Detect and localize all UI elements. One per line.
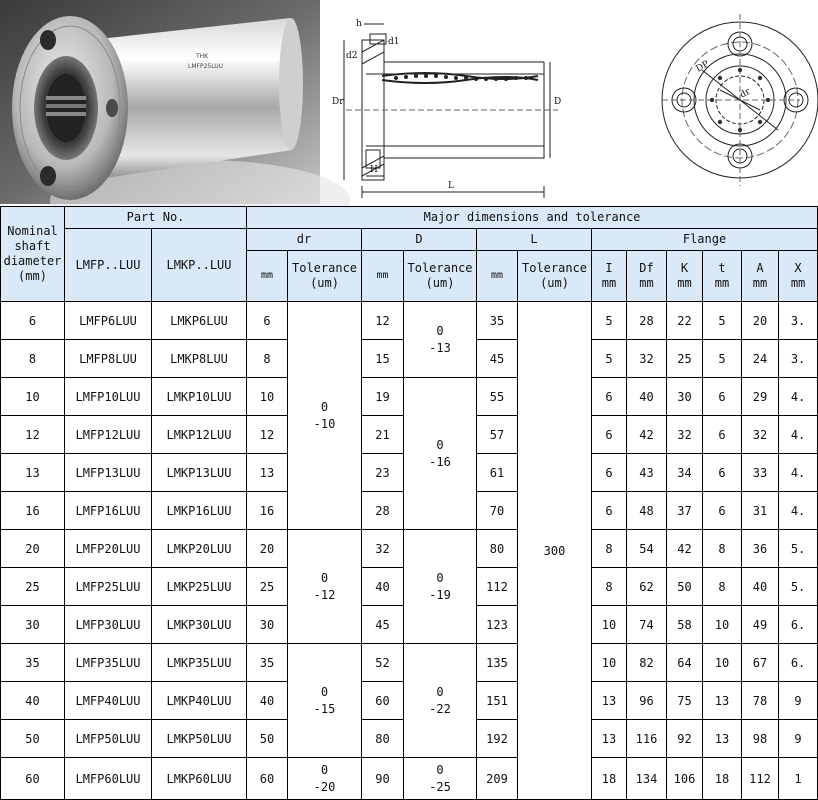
table-row bbox=[1, 758, 818, 800]
header-L-tolerance: Tolerance (um) bbox=[518, 251, 592, 302]
cell-Df: 42 bbox=[627, 416, 667, 454]
cell-I: 13 bbox=[592, 720, 627, 758]
header-t-unit: mm bbox=[714, 276, 730, 290]
header-I-unit: mm bbox=[601, 276, 617, 290]
header-dr-mm: mm bbox=[247, 251, 288, 302]
header-X-label: X bbox=[794, 261, 802, 275]
cell-dr: 6 bbox=[247, 302, 288, 340]
cell-lmfp: LMFP30LUU bbox=[65, 606, 152, 644]
bearing-photo bbox=[0, 0, 320, 204]
label-d2: d2 bbox=[346, 51, 358, 61]
cell-Df: 74 bbox=[627, 606, 667, 644]
cell-nominal: 30 bbox=[1, 606, 65, 644]
cell-lmfp: LMFP13LUU bbox=[65, 454, 152, 492]
cell-dr: 16 bbox=[247, 492, 288, 530]
cell-nominal: 35 bbox=[1, 644, 65, 682]
cell-t: 6 bbox=[703, 454, 742, 492]
header-Df-label: Df bbox=[639, 261, 654, 275]
cell-K: 106 bbox=[667, 758, 703, 800]
cell-X: 5. bbox=[779, 530, 818, 568]
label-H: H bbox=[370, 165, 378, 175]
header-flange-A bbox=[742, 251, 779, 302]
cell-I: 10 bbox=[592, 644, 627, 682]
dimension-table bbox=[0, 206, 818, 800]
header-part-no: Part No. bbox=[65, 207, 247, 229]
cell-L-tolerance: 300 bbox=[518, 302, 592, 800]
cell-lmkp: LMKP20LUU bbox=[152, 530, 247, 568]
cell-L: 135 bbox=[477, 644, 518, 682]
tol-top: 0 bbox=[436, 324, 444, 339]
cell-K: 34 bbox=[667, 454, 703, 492]
cell-I: 6 bbox=[592, 378, 627, 416]
cell-lmkp: LMKP10LUU bbox=[152, 378, 247, 416]
cell-A: 36 bbox=[742, 530, 779, 568]
cell-X: 9 bbox=[779, 682, 818, 720]
cell-D: 32 bbox=[362, 530, 404, 568]
cell-Df: 48 bbox=[627, 492, 667, 530]
cell-I: 6 bbox=[592, 454, 627, 492]
cell-lmkp: LMKP60LUU bbox=[152, 758, 247, 800]
cell-lmkp: LMKP40LUU bbox=[152, 682, 247, 720]
tol-bottom: -12 bbox=[313, 587, 336, 602]
cell-dr: 60 bbox=[247, 758, 288, 800]
figure-band bbox=[0, 0, 800, 206]
cell-lmfp: LMFP12LUU bbox=[65, 416, 152, 454]
cell-L: 55 bbox=[477, 378, 518, 416]
header-I-label: I bbox=[605, 261, 613, 275]
cell-t: 10 bbox=[703, 606, 742, 644]
cell-lmfp: LMFP40LUU bbox=[65, 682, 152, 720]
cell-D: 19 bbox=[362, 378, 404, 416]
cell-D: 12 bbox=[362, 302, 404, 340]
header-Df-unit: mm bbox=[639, 276, 654, 290]
cell-A: 98 bbox=[742, 720, 779, 758]
cell-Df: 116 bbox=[627, 720, 667, 758]
cell-D: 60 bbox=[362, 682, 404, 720]
cell-I: 6 bbox=[592, 492, 627, 530]
cell-K: 75 bbox=[667, 682, 703, 720]
tol-top: 0 bbox=[436, 571, 444, 586]
cell-I: 10 bbox=[592, 606, 627, 644]
label-dr-left: Dr bbox=[332, 97, 344, 107]
cell-t: 6 bbox=[703, 416, 742, 454]
header-D-mm: mm bbox=[362, 251, 404, 302]
tol-bottom: -22 bbox=[429, 701, 451, 716]
cell-A: 67 bbox=[742, 644, 779, 682]
cell-nominal: 6 bbox=[1, 302, 65, 340]
cell-D: 40 bbox=[362, 568, 404, 606]
cell-I: 8 bbox=[592, 568, 627, 606]
cell-L: 57 bbox=[477, 416, 518, 454]
cell-lmkp: LMKP6LUU bbox=[152, 302, 247, 340]
cell-K: 92 bbox=[667, 720, 703, 758]
cell-A: 112 bbox=[742, 758, 779, 800]
cell-A: 78 bbox=[742, 682, 779, 720]
label-d1: d1 bbox=[388, 37, 400, 47]
cell-lmkp: LMKP50LUU bbox=[152, 720, 247, 758]
cell-t: 5 bbox=[703, 340, 742, 378]
cell-A: 49 bbox=[742, 606, 779, 644]
table-row bbox=[1, 530, 818, 568]
cell-K: 58 bbox=[667, 606, 703, 644]
cell-L: 209 bbox=[477, 758, 518, 800]
cell-D: 28 bbox=[362, 492, 404, 530]
cell-dr: 25 bbox=[247, 568, 288, 606]
cell-D: 90 bbox=[362, 758, 404, 800]
cell-dr: 8 bbox=[247, 340, 288, 378]
cell-D: 80 bbox=[362, 720, 404, 758]
cell-X: 3. bbox=[779, 302, 818, 340]
cell-lmkp: LMKP35LUU bbox=[152, 644, 247, 682]
header-K-label: K bbox=[680, 261, 689, 275]
cell-t: 18 bbox=[703, 758, 742, 800]
cell-X: 9 bbox=[779, 720, 818, 758]
cell-lmfp: LMFP35LUU bbox=[65, 644, 152, 682]
header-lmkp: LMKP..LUU bbox=[152, 229, 247, 302]
cell-K: 37 bbox=[667, 492, 703, 530]
cell-dr: 10 bbox=[247, 378, 288, 416]
cell-nominal: 40 bbox=[1, 682, 65, 720]
tol-top: 0 bbox=[320, 763, 329, 778]
cell-L: 80 bbox=[477, 530, 518, 568]
header-A-label: A bbox=[756, 261, 764, 275]
header-flange-K bbox=[667, 251, 703, 302]
tol-bottom: -19 bbox=[429, 587, 451, 602]
tol-top: 0 bbox=[320, 400, 329, 415]
cell-lmkp: LMKP30LUU bbox=[152, 606, 247, 644]
cell-dr: 20 bbox=[247, 530, 288, 568]
cross-section-drawing bbox=[326, 0, 576, 200]
cell-K: 42 bbox=[667, 530, 703, 568]
cell-Df: 28 bbox=[627, 302, 667, 340]
header-D: D bbox=[362, 229, 477, 251]
cell-nominal: 13 bbox=[1, 454, 65, 492]
cell-X: 4. bbox=[779, 378, 818, 416]
cell-I: 5 bbox=[592, 302, 627, 340]
cell-D-tolerance bbox=[404, 302, 477, 378]
header-L: L bbox=[477, 229, 592, 251]
table-row bbox=[1, 302, 818, 340]
cell-nominal: 12 bbox=[1, 416, 65, 454]
cell-dr: 13 bbox=[247, 454, 288, 492]
cell-A: 31 bbox=[742, 492, 779, 530]
cell-K: 50 bbox=[667, 568, 703, 606]
cell-L: 151 bbox=[477, 682, 518, 720]
tol-bottom: -10 bbox=[313, 416, 336, 431]
label-D-right: D bbox=[554, 97, 562, 107]
tol-top: 0 bbox=[436, 763, 444, 778]
cell-dr: 50 bbox=[247, 720, 288, 758]
cell-t: 10 bbox=[703, 644, 742, 682]
cell-D-tolerance bbox=[404, 644, 477, 758]
cell-X: 4. bbox=[779, 492, 818, 530]
cell-X: 6. bbox=[779, 606, 818, 644]
cell-nominal: 60 bbox=[1, 758, 65, 800]
header-major-dimensions: Major dimensions and tolerance bbox=[247, 207, 818, 229]
tol-bottom: -16 bbox=[429, 454, 451, 469]
header-dr-tolerance: Tolerance (um) bbox=[288, 251, 362, 302]
cell-lmkp: LMKP13LUU bbox=[152, 454, 247, 492]
cell-D-tolerance bbox=[404, 530, 477, 644]
cell-Df: 40 bbox=[627, 378, 667, 416]
cell-Df: 62 bbox=[627, 568, 667, 606]
table-row bbox=[1, 644, 818, 682]
cell-lmfp: LMFP6LUU bbox=[65, 302, 152, 340]
cell-I: 8 bbox=[592, 530, 627, 568]
cell-nominal: 20 bbox=[1, 530, 65, 568]
header-lmfp: LMFP..LUU bbox=[65, 229, 152, 302]
cell-D: 52 bbox=[362, 644, 404, 682]
cell-lmkp: LMKP8LUU bbox=[152, 340, 247, 378]
header-D-tolerance: Tolerance (um) bbox=[404, 251, 477, 302]
cell-t: 5 bbox=[703, 302, 742, 340]
cell-nominal: 10 bbox=[1, 378, 65, 416]
photo-engraving-brand: THK bbox=[196, 53, 209, 60]
cell-K: 25 bbox=[667, 340, 703, 378]
header-flange-Df bbox=[627, 251, 667, 302]
cell-K: 64 bbox=[667, 644, 703, 682]
cell-t: 8 bbox=[703, 530, 742, 568]
header-nominal-shaft-diameter: Nominal shaft diameter (mm) bbox=[1, 207, 65, 302]
tol-bottom: -20 bbox=[313, 779, 336, 794]
cell-A: 29 bbox=[742, 378, 779, 416]
cell-X: 1 bbox=[779, 758, 818, 800]
cell-nominal: 8 bbox=[1, 340, 65, 378]
header-dr: dr bbox=[247, 229, 362, 251]
cell-A: 40 bbox=[742, 568, 779, 606]
cell-dr: 40 bbox=[247, 682, 288, 720]
header-flange-t bbox=[703, 251, 742, 302]
cell-dr: 12 bbox=[247, 416, 288, 454]
cell-L: 35 bbox=[477, 302, 518, 340]
header-flange: Flange bbox=[592, 229, 818, 251]
cell-lmfp: LMFP60LUU bbox=[65, 758, 152, 800]
cell-dr-tolerance bbox=[288, 302, 362, 530]
cell-X: 5. bbox=[779, 568, 818, 606]
cell-K: 32 bbox=[667, 416, 703, 454]
cell-L: 45 bbox=[477, 340, 518, 378]
spec-table-wrapper bbox=[0, 206, 806, 800]
header-K-unit: mm bbox=[677, 276, 692, 290]
cell-X: 4. bbox=[779, 454, 818, 492]
cell-A: 24 bbox=[742, 340, 779, 378]
cell-lmkp: LMKP25LUU bbox=[152, 568, 247, 606]
cell-Df: 134 bbox=[627, 758, 667, 800]
cell-nominal: 50 bbox=[1, 720, 65, 758]
cell-I: 18 bbox=[592, 758, 627, 800]
cell-D: 23 bbox=[362, 454, 404, 492]
cell-A: 20 bbox=[742, 302, 779, 340]
tol-bottom: -25 bbox=[429, 779, 451, 794]
cell-X: 6. bbox=[779, 644, 818, 682]
cell-t: 13 bbox=[703, 720, 742, 758]
cell-lmfp: LMFP16LUU bbox=[65, 492, 152, 530]
cell-dr-tolerance bbox=[288, 530, 362, 644]
tol-bottom: -13 bbox=[429, 340, 451, 355]
label-L: L bbox=[448, 181, 454, 191]
label-dr-front: dr bbox=[738, 86, 753, 101]
cell-D: 21 bbox=[362, 416, 404, 454]
cell-D-tolerance bbox=[404, 758, 477, 800]
cell-lmfp: LMFP20LUU bbox=[65, 530, 152, 568]
cell-lmkp: LMKP16LUU bbox=[152, 492, 247, 530]
cell-t: 6 bbox=[703, 378, 742, 416]
cell-t: 6 bbox=[703, 492, 742, 530]
label-DP: DP bbox=[694, 59, 712, 75]
cell-t: 8 bbox=[703, 568, 742, 606]
cell-Df: 96 bbox=[627, 682, 667, 720]
cell-nominal: 16 bbox=[1, 492, 65, 530]
photo-engraving-model: LMFP25LUU bbox=[188, 63, 224, 70]
cell-K: 30 bbox=[667, 378, 703, 416]
tol-top: 0 bbox=[320, 571, 329, 586]
cell-A: 33 bbox=[742, 454, 779, 492]
cell-I: 5 bbox=[592, 340, 627, 378]
cell-Df: 32 bbox=[627, 340, 667, 378]
tol-top: 0 bbox=[436, 685, 444, 700]
cell-t: 13 bbox=[703, 682, 742, 720]
cell-L: 70 bbox=[477, 492, 518, 530]
cell-X: 3. bbox=[779, 340, 818, 378]
cell-dr: 30 bbox=[247, 606, 288, 644]
label-h: h bbox=[356, 19, 362, 29]
cell-X: 4. bbox=[779, 416, 818, 454]
cell-dr: 35 bbox=[247, 644, 288, 682]
cell-L: 61 bbox=[477, 454, 518, 492]
cell-dr-tolerance bbox=[288, 644, 362, 758]
tol-top: 0 bbox=[436, 438, 444, 453]
cell-nominal: 25 bbox=[1, 568, 65, 606]
cell-Df: 54 bbox=[627, 530, 667, 568]
cell-lmfp: LMFP50LUU bbox=[65, 720, 152, 758]
cell-lmkp: LMKP12LUU bbox=[152, 416, 247, 454]
cell-I: 6 bbox=[592, 416, 627, 454]
flange-front-view bbox=[652, 0, 800, 200]
cell-dr-tolerance bbox=[288, 758, 362, 800]
cell-K: 22 bbox=[667, 302, 703, 340]
header-flange-X bbox=[779, 251, 818, 302]
cell-lmfp: LMFP10LUU bbox=[65, 378, 152, 416]
cell-D-tolerance bbox=[404, 378, 477, 530]
cell-A: 32 bbox=[742, 416, 779, 454]
header-flange-I bbox=[592, 251, 627, 302]
cell-L: 192 bbox=[477, 720, 518, 758]
cell-Df: 43 bbox=[627, 454, 667, 492]
cell-lmfp: LMFP8LUU bbox=[65, 340, 152, 378]
header-X-unit: mm bbox=[790, 276, 806, 290]
tol-top: 0 bbox=[320, 685, 329, 700]
header-t-label: t bbox=[718, 261, 726, 275]
cell-L: 123 bbox=[477, 606, 518, 644]
tol-bottom: -15 bbox=[313, 701, 336, 716]
header-A-unit: mm bbox=[752, 276, 768, 290]
cell-Df: 82 bbox=[627, 644, 667, 682]
table-row bbox=[1, 378, 818, 416]
header-L-mm: mm bbox=[477, 251, 518, 302]
cell-L: 112 bbox=[477, 568, 518, 606]
cell-I: 13 bbox=[592, 682, 627, 720]
cell-D: 15 bbox=[362, 340, 404, 378]
cell-D: 45 bbox=[362, 606, 404, 644]
cell-lmfp: LMFP25LUU bbox=[65, 568, 152, 606]
